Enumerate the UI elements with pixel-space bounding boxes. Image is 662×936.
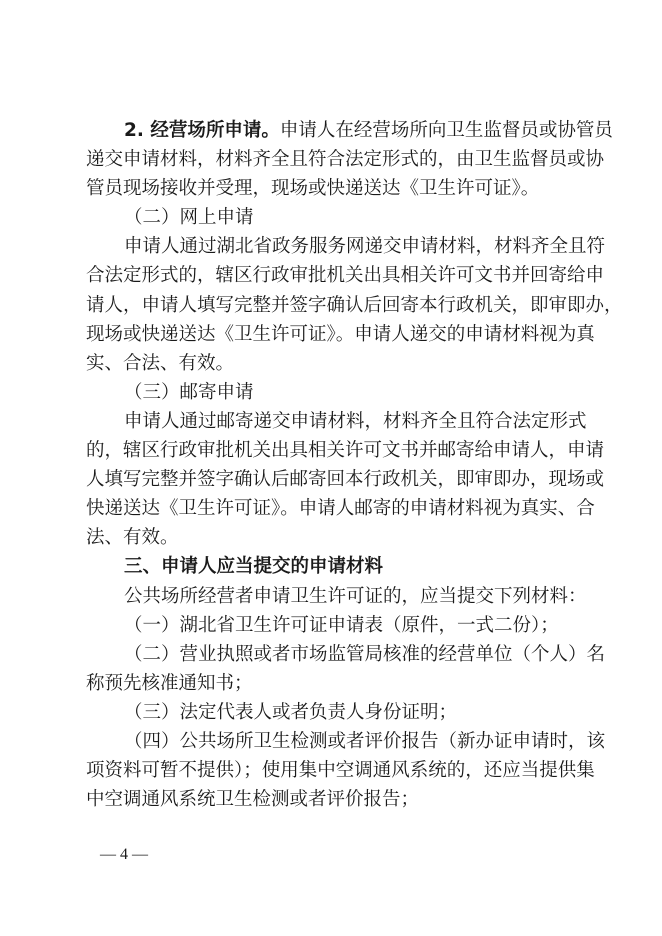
section-heading: （二）网上申请 [124, 207, 254, 229]
paragraph-line: 法、有效。 [86, 527, 179, 549]
document-body [86, 116, 623, 814]
page-number: — 4 — [100, 846, 148, 863]
paragraph-line: 管员现场接收并受理，现场或快递送达《卫生许可证》。 [86, 178, 540, 200]
paragraph-line: 人填写完整并签字确认后邮寄回本行政机关，即审即办，现场或 [86, 469, 605, 491]
subheading-inline: 2. 经营场所申请。 [124, 120, 280, 141]
paragraph-line: 申请人通过湖北省政务服务网递交申请材料，材料齐全且符 [124, 236, 606, 258]
paragraph-line: 申请人通过邮寄递交申请材料，材料齐全且符合法定形式 [124, 410, 587, 432]
list-item: （三）法定代表人或者负责人身份证明； [124, 701, 458, 723]
chapter-heading: 三、申请人应当提交的申请材料 [124, 556, 384, 578]
paragraph-line: 快递送达《卫生许可证》。申请人邮寄的申请材料视为真实、合 [86, 498, 595, 520]
list-item: （一）湖北省卫生许可证申请表（原件，一式二份）； [124, 614, 559, 636]
paragraph-line: 2. 经营场所申请。申请人在经营场所向卫生监督员或协管员 [124, 120, 613, 141]
paragraph-line: 合法定形式的，辖区行政审批机关出具相关许可文书并回寄给申 [86, 265, 605, 287]
list-item-continuation: 项资料可暂不提供）；使用集中空调通风系统的，还应当提供集 [86, 760, 595, 782]
paragraph-line: 现场或快递送达《卫生许可证》。申请人递交的申请材料视为真 [86, 323, 595, 345]
paragraph-line: 的，辖区行政审批机关出具相关许可文书并邮寄给申请人，申请 [86, 440, 605, 462]
paragraph-line: 请人，申请人填写完整并签字确认后回寄本行政机关，即审即办， [86, 294, 623, 316]
paragraph-line: 实、合法、有效。 [86, 352, 235, 374]
list-item-continuation: 称预先核准通知书； [86, 672, 253, 694]
list-item: （二）营业执照或者市场监管局核准的经营单位（个人）名 [124, 643, 606, 665]
list-item: （四）公共场所卫生检测或者评价报告（新办证申请时，该 [124, 730, 606, 752]
paragraph-line: 递交申请材料，材料齐全且符合法定形式的，由卫生监督员或协 [86, 149, 605, 171]
section-heading: （三）邮寄申请 [124, 381, 254, 403]
paragraph-line: 公共场所经营者申请卫生许可证的，应当提交下列材料： [124, 585, 587, 607]
list-item-continuation: 中空调通风系统卫生检测或者评价报告； [86, 789, 420, 811]
